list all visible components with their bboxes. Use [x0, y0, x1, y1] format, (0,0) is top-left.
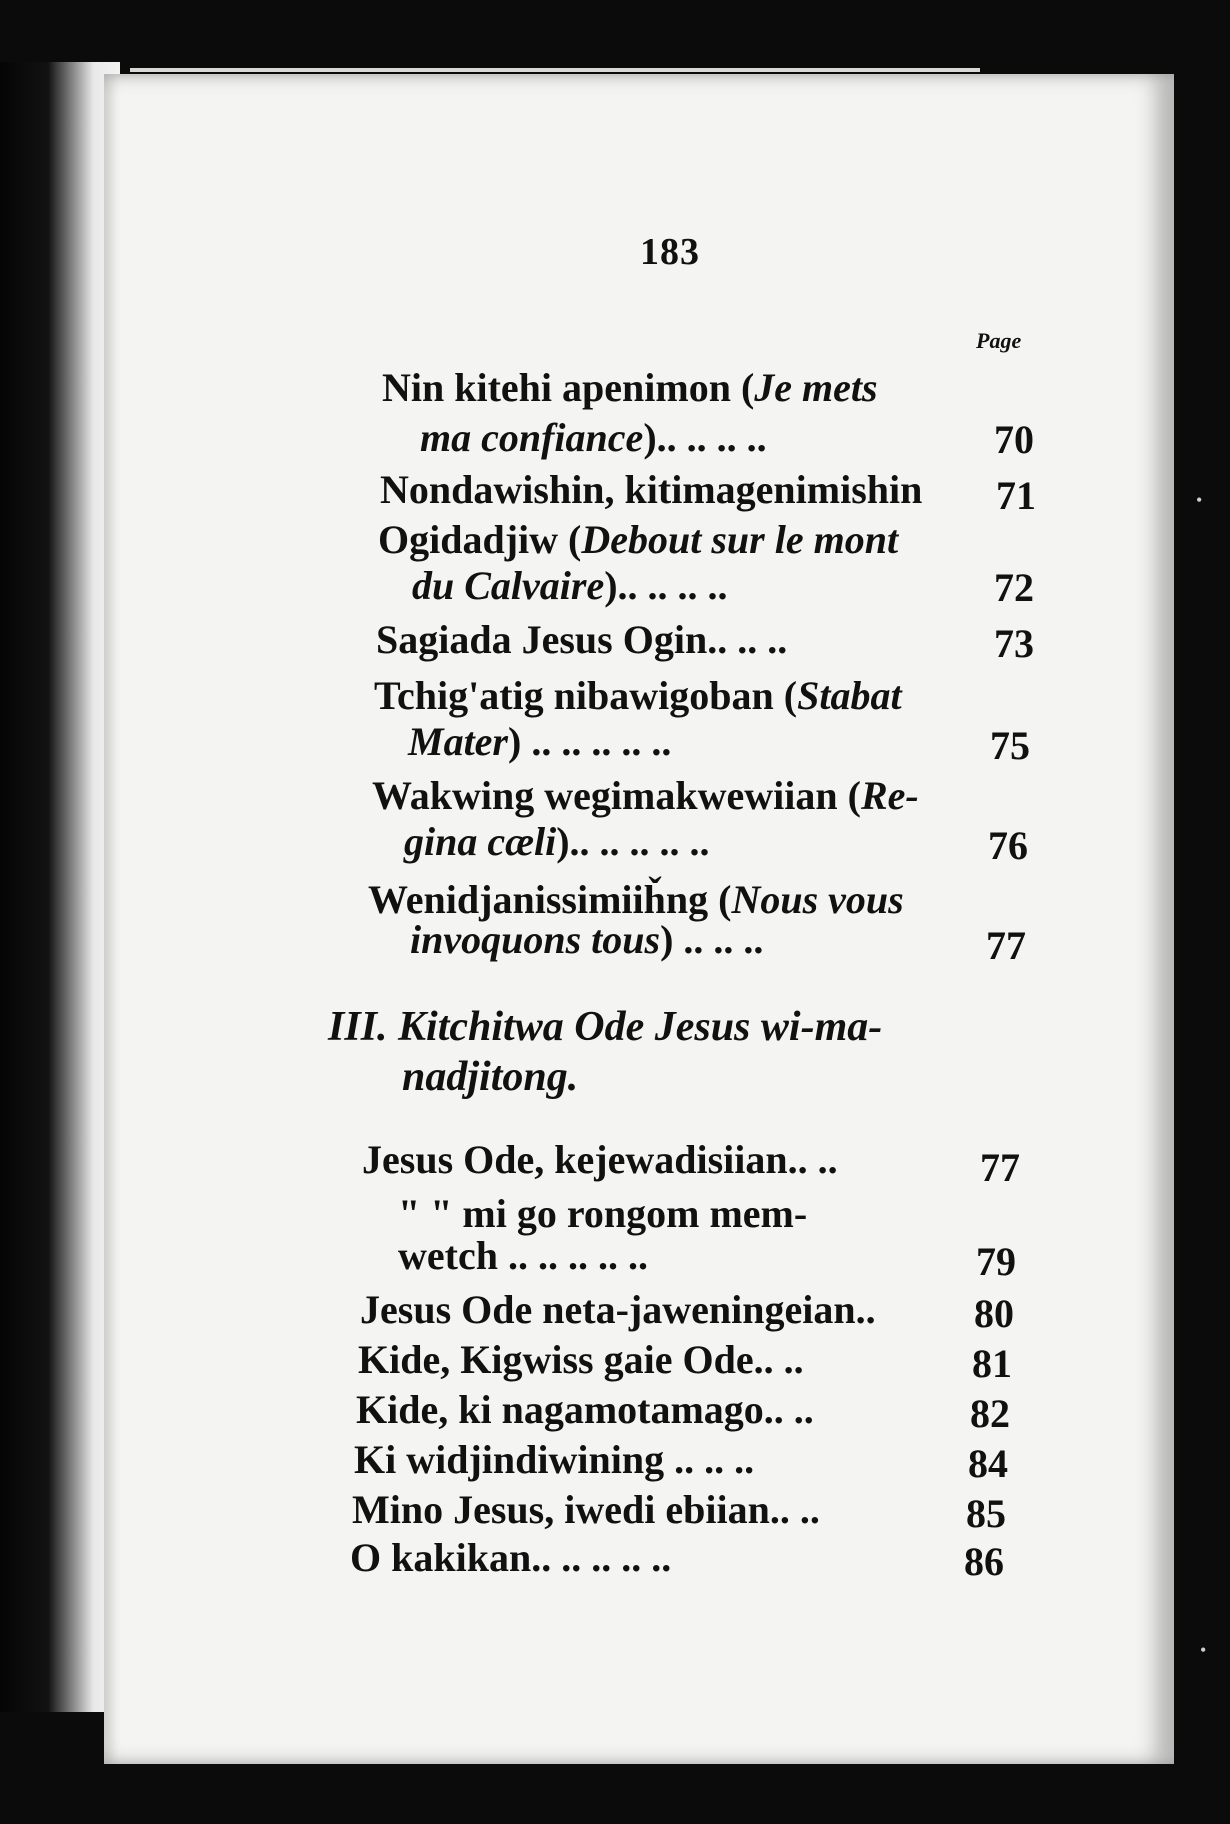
toc-entry: Nin kitehi apenimon (Je mets	[382, 365, 878, 410]
toc-page-number: 72	[994, 565, 1034, 610]
toc-entry: Ogidadjiw (Debout sur le mont	[378, 517, 899, 562]
toc-entry-continued: invoquons tous) .. .. ..	[410, 917, 764, 962]
toc-entry: Tchig'atig nibawigoban (Stabat	[374, 673, 902, 718]
toc-page-number: 70	[994, 417, 1034, 462]
toc-page-number: 76	[988, 823, 1028, 868]
page-top-edge	[130, 68, 980, 72]
toc-page-number: 71	[996, 473, 1036, 518]
page-number: 183	[640, 231, 700, 273]
toc-entry: Sagiada Jesus Ogin.. .. ..	[376, 617, 788, 662]
toc-entry-continued: gina cæli).. .. .. .. ..	[404, 819, 710, 864]
toc-page-number: 77	[980, 1145, 1020, 1190]
toc-page-number: 79	[976, 1239, 1016, 1284]
toc-entry: Wenidjanissimiiȟng (Nous vous	[368, 877, 904, 922]
toc-page-number: 85	[966, 1491, 1006, 1536]
toc-page-number: 86	[964, 1539, 1004, 1584]
toc-entry: Kide, Kigwiss gaie Ode.. ..	[358, 1337, 804, 1382]
toc-entry-continued: Mater) .. .. .. .. ..	[408, 719, 672, 764]
toc-page-number: 80	[974, 1291, 1014, 1336]
toc-entry: Jesus Ode, kejewadisiian.. ..	[362, 1137, 838, 1182]
section-heading-continued: nadjitong.	[402, 1054, 579, 1100]
left-page-edge	[0, 62, 120, 1712]
scan-speck: •	[1196, 490, 1203, 510]
toc-page-number: 73	[994, 621, 1034, 666]
page-column-header: Page	[976, 328, 1022, 353]
toc-entry-continued: du Calvaire).. .. .. ..	[412, 563, 728, 608]
toc-entry-continued: wetch .. .. .. .. ..	[398, 1233, 648, 1278]
toc-entry: Wakwing wegimakwewiian (Re-	[372, 773, 919, 818]
toc-page-number: 82	[970, 1391, 1010, 1436]
toc-entry: " " mi go rongom mem-	[398, 1191, 808, 1236]
section-heading: III. Kitchitwa Ode Jesus wi-ma-	[328, 1004, 883, 1050]
toc-page-number: 75	[990, 723, 1030, 768]
toc-entry: Kide, ki nagamotamago.. ..	[356, 1387, 814, 1432]
toc-entry: Mino Jesus, iwedi ebiian.. ..	[352, 1487, 820, 1532]
toc-entry: O kakikan.. .. .. .. ..	[350, 1535, 672, 1580]
scan-speck: •	[1200, 1640, 1207, 1660]
toc-page-number: 77	[986, 923, 1026, 968]
toc-entry-continued: ma confiance).. .. .. ..	[420, 415, 767, 460]
toc-entry: Jesus Ode neta-jaweningeian..	[360, 1287, 876, 1332]
toc-entry: Nondawishin, kitimagenimishin	[380, 467, 923, 512]
toc-page-number: 81	[972, 1341, 1012, 1386]
toc-entry: Ki widjindiwining .. .. ..	[354, 1437, 755, 1482]
toc-page-number: 84	[968, 1441, 1008, 1486]
